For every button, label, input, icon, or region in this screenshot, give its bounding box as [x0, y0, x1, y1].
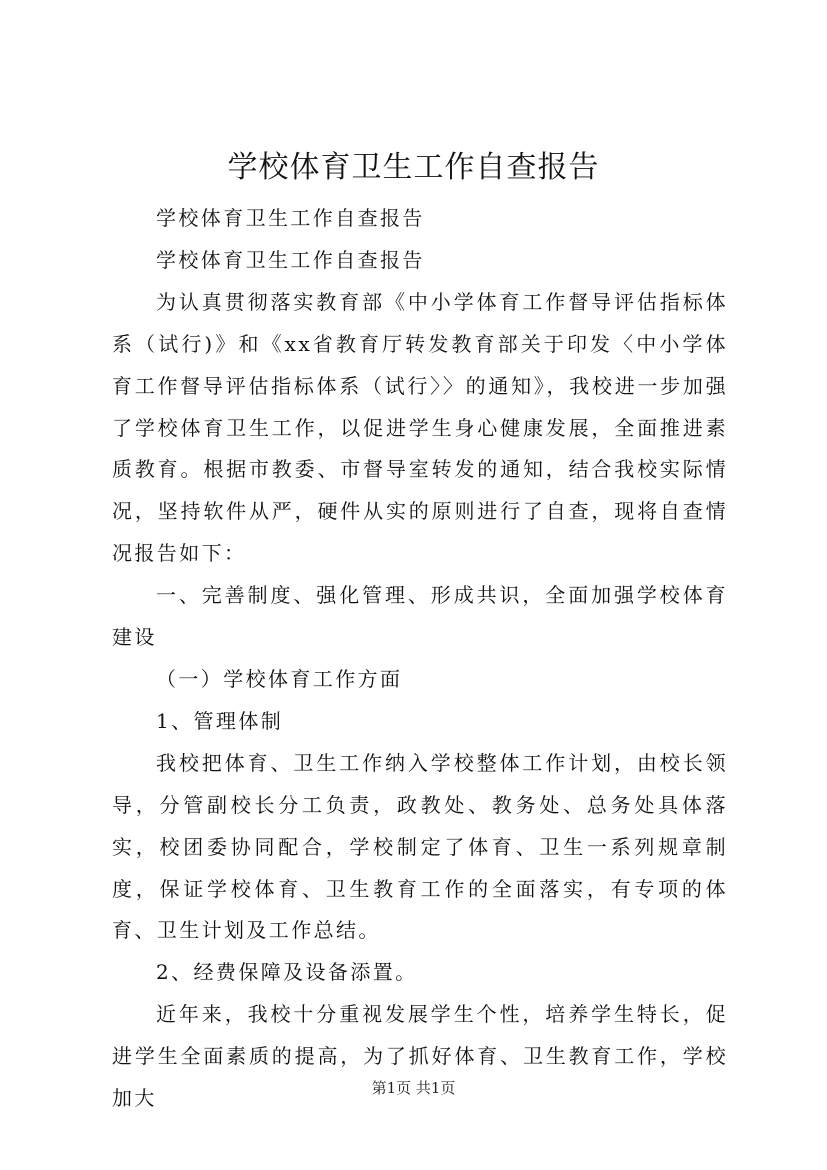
- document-title: 学校体育卫生工作自查报告: [227, 150, 600, 185]
- page-footer: 第1页 共1页: [371, 1079, 456, 1097]
- document-body: [112, 198, 728, 1120]
- subsection-heading: （一）学校体育工作方面: [156, 666, 403, 691]
- subtitle-paragraph: 学校体育卫生工作自查报告: [156, 247, 425, 272]
- intro-paragraph: 为认真贯彻落实教育部《中小学体育工作督导评估指标体系（试行)》和《xx省教育厅转发教育部关于印发〈中小学体育工作督导评估指标体系（试行〉〉的通知》，我校进一步加强了学校体育卫生工作，以促进学生身心健康发展，全面推进素质教育。根据市教委、市督导室转发的通知，结合我校实际情况，坚持软件从严，硬件从实的原则进行了自查，现将自查情况报告如下：: [112, 289, 728, 566]
- item-heading: 2、经费保障及设备添置。: [156, 960, 418, 985]
- section-heading: 一、完善制度、强化管理、形成共识，全面加强学校体育建设: [112, 583, 728, 650]
- subtitle-paragraph: 学校体育卫生工作自查报告: [156, 206, 425, 230]
- body-paragraph: 我校把体育、卫生工作纳入学校整体工作计划，由校长领导，分管副校长分工负责，政教处、教务处、总务处具体落实，校团委协同配合，学校制定了体育、卫生一系列规章制度，保证学校体育、卫生教育工作的全面落实，有专项的体育、卫生计划及工作总结。: [112, 750, 728, 943]
- item-heading: 1、管理体制: [156, 708, 284, 733]
- body-paragraph: 近年来，我校十分重视发展学生个性，培养学生特长，促进学生全面素质的提高，为了抓好体育、卫生教育工作，学校加大: [112, 1002, 728, 1111]
